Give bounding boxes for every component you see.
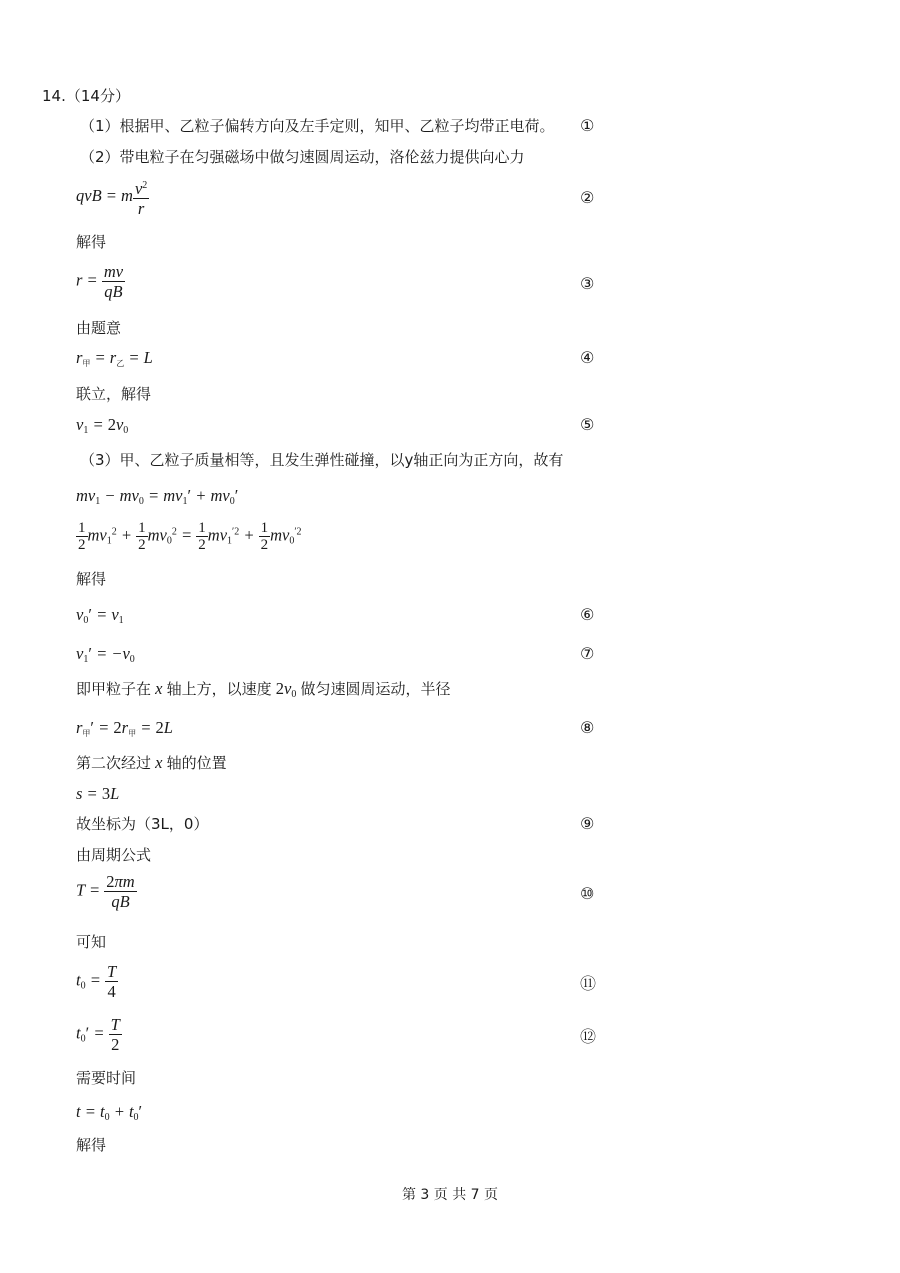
marker-8: ⑧ bbox=[580, 718, 595, 737]
marker-11: ⑪ bbox=[580, 974, 597, 993]
text-part-2: （2）带电粒子在匀强磁场中做匀速圆周运动，洛伦兹力提供向心力 bbox=[80, 148, 525, 166]
marker-2: ② bbox=[580, 188, 595, 207]
text-solve-3: 解得 bbox=[76, 1136, 107, 1154]
text-second-pass: 第二次经过 x 轴的位置 bbox=[76, 753, 227, 772]
equation-total-time: $t = t_0 + t_0'$ bbox=[76, 1102, 143, 1123]
equation-radius-equal: $r_甲 = r_乙 = L$ bbox=[76, 348, 153, 368]
equation-v1-prime: $v_1' = -v_0$ bbox=[76, 644, 135, 665]
text-particle-motion: 即甲粒子在 x 轴上方，以速度 $2v_0$ 做匀速圆周运动，半径 bbox=[76, 679, 451, 700]
page-footer: 第 3 页 共 7 页 bbox=[401, 1187, 499, 1203]
equation-lorentz: qvB = m $\frac{v^2}{r}$ bbox=[76, 176, 149, 218]
equation-v1: $v_1 = 2v_0$ bbox=[76, 415, 129, 436]
equation-momentum: $mv_1 - mv_0 = mv_1' + mv_0'$ bbox=[76, 486, 239, 507]
equation-t0-prime: $t_0'$ = $\frac{T}{2}$ bbox=[76, 1015, 120, 1054]
equation-new-radius: $r_甲' = 2r_甲 = 2L$ bbox=[76, 718, 173, 738]
marker-9: ⑨ bbox=[580, 814, 595, 833]
equation-radius: r = $\frac{mv}{qB}$ bbox=[76, 262, 124, 301]
marker-6: ⑥ bbox=[580, 605, 595, 624]
marker-4: ④ bbox=[580, 348, 595, 367]
marker-10: ⑩ bbox=[580, 884, 595, 903]
text-given: 由题意 bbox=[76, 319, 122, 337]
equation-position: s = 3L bbox=[76, 784, 120, 803]
equation-energy: $\frac{1}{2}$ $mv_1^2$ + $\frac{1}{2}$ $mv_0^2$ = $\frac{1}{2}$ $mv_1^{'2}$ + $\frac{1}{2}$ $mv_0^{'2}$ bbox=[78, 520, 302, 553]
marker-3: ③ bbox=[580, 274, 595, 293]
text-part-1: （1）根据甲、乙粒子偏转方向及左手定则，知甲、乙粒子均带正电荷。 bbox=[80, 117, 555, 135]
marker-5: ⑤ bbox=[580, 415, 595, 434]
text-known: 可知 bbox=[76, 933, 107, 951]
marker-12: ⑫ bbox=[580, 1027, 597, 1046]
question-number: 14.（14分） bbox=[42, 87, 130, 105]
equation-v0-prime: $v_0' = v_1$ bbox=[76, 605, 124, 626]
equation-t0: $t_0$ = $\frac{T}{4}$ bbox=[76, 962, 117, 1001]
text-combine: 联立，解得 bbox=[76, 385, 152, 403]
text-coordinate: 故坐标为（3L，0） bbox=[76, 815, 209, 833]
text-period-formula: 由周期公式 bbox=[76, 846, 152, 864]
text-time-needed: 需要时间 bbox=[76, 1069, 137, 1087]
text-solve-1: 解得 bbox=[76, 233, 107, 251]
marker-7: ⑦ bbox=[580, 644, 595, 663]
equation-period: T = $\frac{2\pi m}{qB}$ bbox=[76, 872, 135, 911]
text-part-3: （3）甲、乙粒子质量相等，且发生弹性碰撞，以y轴正向为正方向，故有 bbox=[80, 451, 564, 469]
marker-1: ① bbox=[580, 116, 595, 135]
text-solve-2: 解得 bbox=[76, 570, 107, 588]
